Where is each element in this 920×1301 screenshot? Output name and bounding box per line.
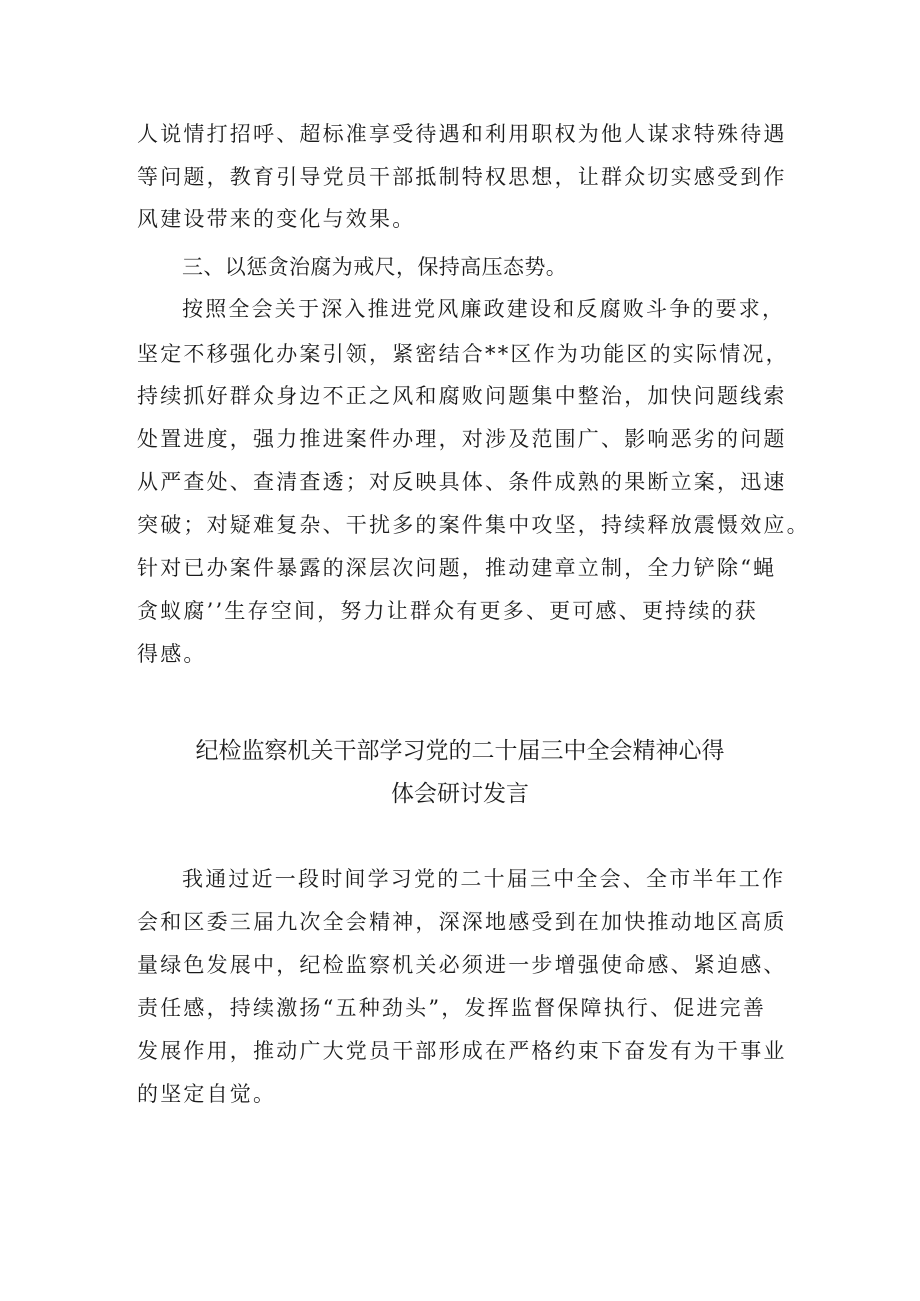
paragraph-line: 的坚定自觉。 <box>137 1082 277 1106</box>
paragraph-line: 风建设带来的变化与效果。 <box>137 207 416 231</box>
paragraph-line: 我通过近一段时间学习党的二十届三中全会、全市半年工作 <box>182 867 786 891</box>
paragraph-line: 贪蚁腐’’生存空间，努力让群众有更多、更可感、更持续的获 <box>137 599 758 623</box>
paragraph-line: 发展作用，推动广大党员干部形成在严格约束下奋发有为干事业 <box>137 1039 787 1063</box>
article-title-line-1: 纪检监察机关干部学习党的二十届三中全会精神心得 <box>195 738 725 764</box>
paragraph-line: 针对已办案件暴露的深层次问题，推动建章立制，全力铲除“蝇 <box>137 556 777 580</box>
paragraph-line: 责任感，持续激扬“五种劲头”，发挥监督保障执行、促进完善 <box>137 996 767 1020</box>
paragraph-line: 量绿色发展中，纪检监察机关必须进一步增强使命感、紧迫感、 <box>137 953 787 977</box>
paragraph-line: 等问题，教育引导党员干部抵制特权思想，让群众切实感受到作 <box>137 165 787 189</box>
paragraph-line: 持续抓好群众身边不正之风和腐败问题集中整治，加快问题线索 <box>137 384 787 408</box>
paragraph-line: 坚定不移强化办案引领，紧密结合**区作为功能区的实际情况， <box>137 342 789 366</box>
paragraph-line: 处置进度，强力推进案件办理，对涉及范围广、影响恶劣的问题 <box>137 427 787 451</box>
paragraph-line: 按照全会关于深入推进党风廉政建设和反腐败斗争的要求， <box>182 297 786 321</box>
section-heading: 三、以惩贪治腐为戒尺，保持高压态势。 <box>182 255 568 279</box>
paragraph-line: 会和区委三届九次全会精神，深深地感受到在加快推动地区高质 <box>137 910 787 934</box>
article-title-line-2: 体会研讨发言 <box>391 781 529 807</box>
paragraph-line: 得感。 <box>137 642 207 666</box>
paragraph-line: 突破；对疑难复杂、干扰多的案件集中攻坚，持续释放震慑效应。 <box>137 513 810 537</box>
paragraph-line: 人说情打招呼、超标准享受待遇和利用职权为他人谋求特殊待遇 <box>137 122 787 146</box>
paragraph-line: 从严查处、查清査透；对反映具体、条件成熟的果断立案，迅速 <box>137 470 787 494</box>
